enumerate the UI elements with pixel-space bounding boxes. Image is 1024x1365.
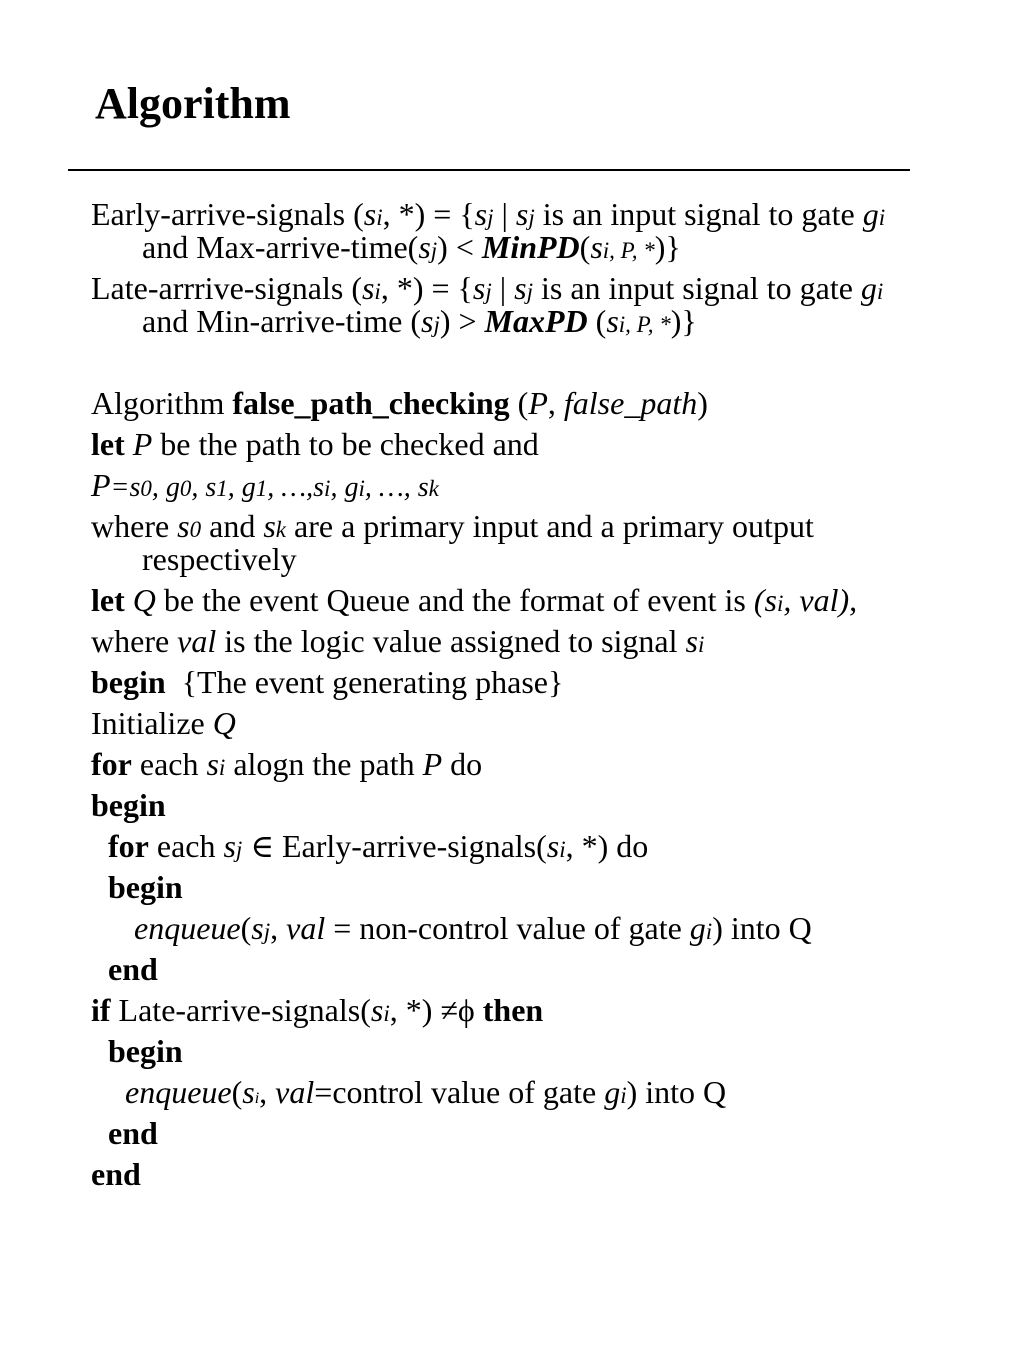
- algorithm-header: Algorithm false_path_checking (P, false_path): [91, 385, 708, 421]
- initialize-line: Initialize Q: [91, 705, 236, 741]
- enqueue-control-line: enqueue(si, val=control value of gate gi) into Q: [125, 1074, 727, 1110]
- for-each-sj-line: for each sj ∈ Early-arrive-signals(si, *) do: [108, 828, 649, 864]
- def-late-line1: Late-arrrive-signals (si, *) = {sj | sj is an input signal to gate gi: [91, 270, 884, 306]
- title-divider: [68, 169, 910, 171]
- def-early-line1: Early-arrive-signals (si, *) = {sj | sj is an input signal to gate gi: [91, 196, 886, 232]
- if-late-line: if Late-arrive-signals(si, *) ≠ϕ then: [91, 992, 544, 1028]
- where-line-1: where s0 and sk are a primary input and a primary output: [91, 508, 814, 544]
- enqueue-noncontrol-line: enqueue(sj, val = non-control value of gate gi) into Q: [134, 910, 812, 946]
- for-each-si-line: for each si alogn the path P do: [91, 746, 483, 782]
- begin-outer-line: begin: [91, 787, 166, 823]
- where-line-2: where val is the logic value assigned to signal si: [91, 623, 705, 659]
- def-early-line2: and Max-arrive-time(sj) < MinPD(si, P, *)}: [142, 229, 681, 265]
- slide-title: Algorithm: [95, 79, 291, 128]
- def-late-line2: and Min-arrive-time (sj) > MaxPD (si, P, *)}: [142, 303, 697, 339]
- let-p-line: let P be the path to be checked and: [91, 426, 539, 462]
- path-definition: P=s0, g0, s1, g1, …,si, gi, …, sk: [91, 467, 439, 503]
- where-line-1-cont: respectively: [142, 541, 297, 577]
- let-q-line: let Q be the event Queue and the format of event is (si, val),: [91, 582, 858, 618]
- begin-inner-line: begin: [108, 869, 183, 905]
- begin-if-line: begin: [108, 1033, 183, 1069]
- end-algorithm-line: end: [91, 1156, 141, 1192]
- end-if-line: end: [108, 1115, 158, 1151]
- end-inner-line: end: [108, 951, 158, 987]
- begin-phase-line: begin {The event generating phase}: [91, 664, 564, 700]
